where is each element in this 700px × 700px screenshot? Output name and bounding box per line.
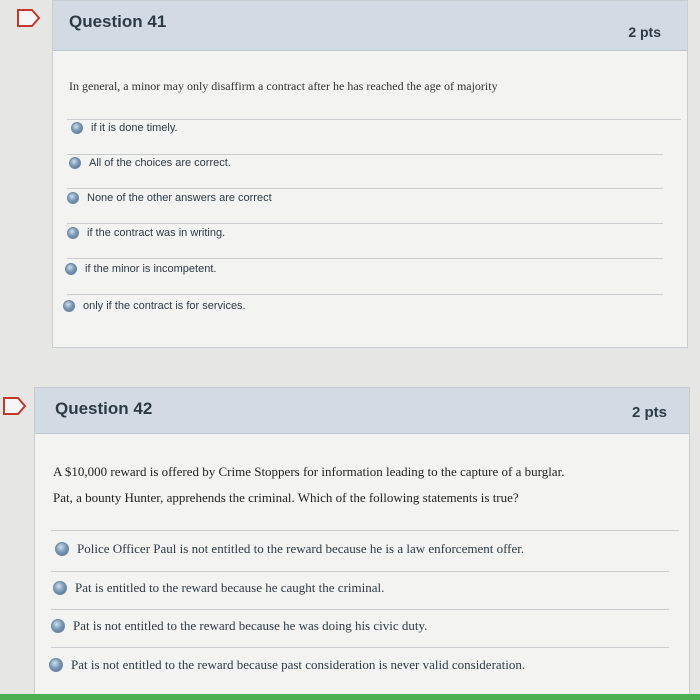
- answer-option[interactable]: [53, 580, 384, 596]
- answer-option[interactable]: [51, 618, 427, 634]
- question-41-card: [52, 0, 688, 348]
- question-text: In general, a minor may only disaffirm a contract after he has reached the age of majority: [69, 79, 498, 93]
- radio-button[interactable]: [53, 581, 67, 595]
- answer-label: Pat is not entitled to the reward because past consideration is never valid consideration.: [71, 657, 526, 672]
- answer-option[interactable]: [71, 122, 178, 134]
- answer-option[interactable]: [63, 300, 246, 312]
- radio-button[interactable]: [65, 263, 77, 275]
- radio-button[interactable]: [71, 122, 83, 134]
- answer-option[interactable]: [55, 541, 524, 557]
- divider: [67, 258, 663, 259]
- divider: [51, 530, 679, 531]
- radio-button[interactable]: [67, 192, 79, 204]
- radio-button[interactable]: [55, 542, 69, 556]
- question-text-line-2: Pat, a bounty Hunter, apprehends the criminal. Which of the following statements is true?: [53, 490, 519, 505]
- radio-button[interactable]: [67, 227, 79, 239]
- radio-button[interactable]: [49, 658, 63, 672]
- answer-option[interactable]: [69, 157, 231, 169]
- divider: [67, 223, 663, 224]
- divider: [67, 154, 663, 155]
- question-text-line-1: A $10,000 reward is offered by Crime Stoppers for information leading to the capture of a burglar.: [53, 464, 565, 479]
- answer-option[interactable]: [49, 657, 525, 673]
- answer-label: None of the other answers are correct: [87, 192, 272, 204]
- answer-label: if the minor is incompetent.: [85, 263, 217, 275]
- answer-option[interactable]: [67, 227, 225, 239]
- answer-option[interactable]: [67, 192, 272, 204]
- answer-label: if it is done timely.: [91, 122, 178, 134]
- radio-button[interactable]: [63, 300, 75, 312]
- question-points: 2 pts: [628, 24, 661, 40]
- flag-question-icon[interactable]: [2, 396, 28, 416]
- bottom-status-bar: [0, 694, 700, 700]
- question-41-header: [53, 1, 687, 51]
- answer-label: only if the contract is for services.: [83, 300, 246, 312]
- radio-button[interactable]: [51, 619, 65, 633]
- divider: [51, 571, 669, 572]
- answer-label: Pat is entitled to the reward because he caught the criminal.: [75, 580, 385, 595]
- divider: [67, 188, 663, 189]
- question-42-header: [35, 388, 689, 434]
- answer-label: Police Officer Paul is not entitled to the reward because he is a law enforcement offer.: [77, 541, 525, 556]
- question-title: Question 41: [69, 12, 167, 31]
- question-points: 2 pts: [631, 404, 667, 421]
- question-title: Question 42: [55, 399, 153, 418]
- question-42-card: [34, 387, 690, 700]
- divider: [51, 647, 669, 648]
- flag-question-icon[interactable]: [16, 8, 42, 28]
- answer-label: All of the choices are correct.: [89, 157, 231, 169]
- answer-label: Pat is not entitled to the reward because he was doing his civic duty.: [73, 618, 428, 633]
- divider: [67, 119, 681, 120]
- divider: [51, 609, 669, 610]
- divider: [67, 294, 663, 295]
- answer-label: if the contract was in writing.: [87, 227, 226, 239]
- radio-button[interactable]: [69, 157, 81, 169]
- answer-option[interactable]: [65, 263, 216, 275]
